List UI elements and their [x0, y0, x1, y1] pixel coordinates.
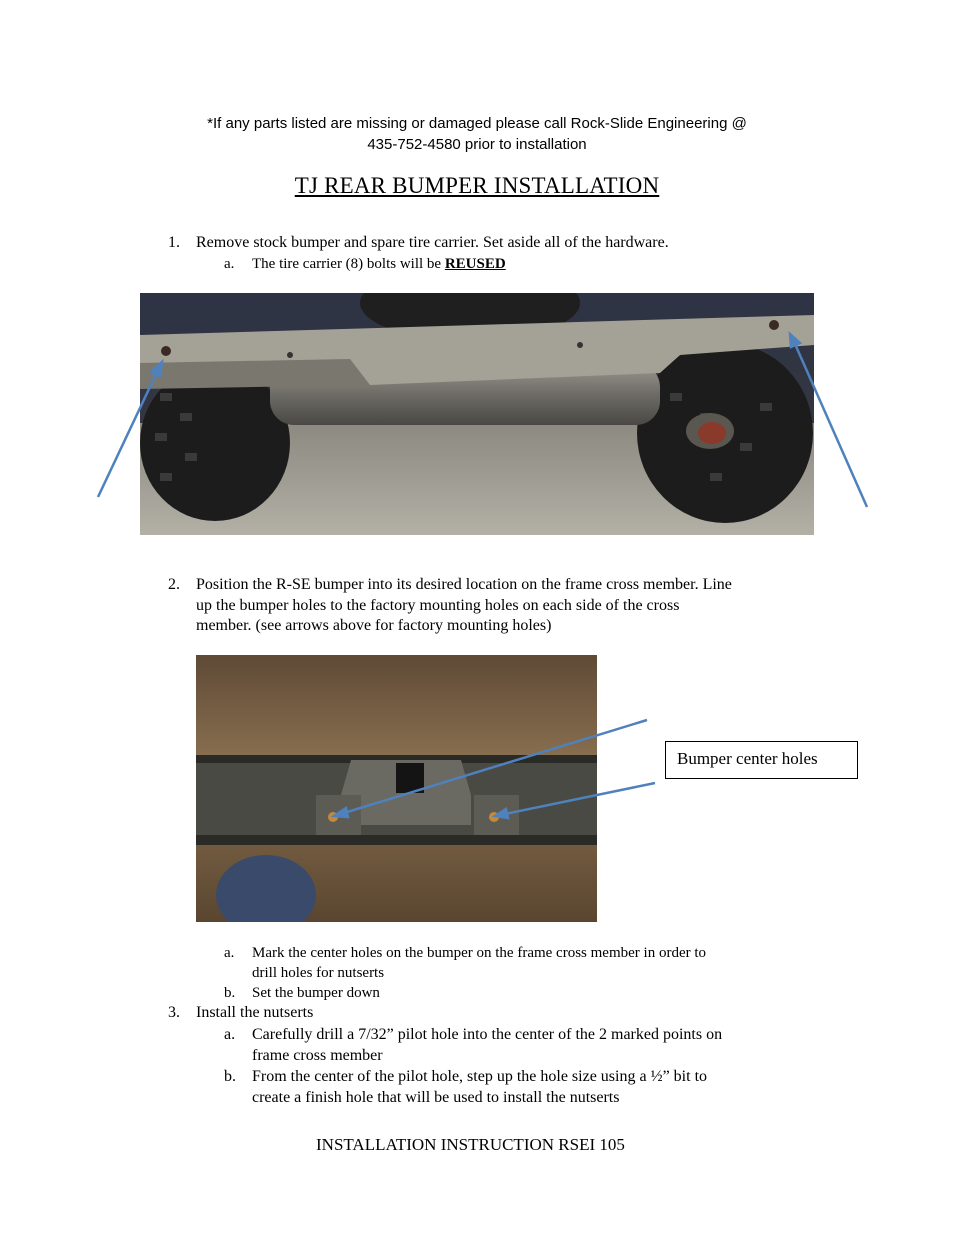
substep-text-line-2: drill holes for nutserts	[252, 965, 385, 981]
page-title: TJ REAR BUMPER INSTALLATION	[294, 173, 660, 198]
substep-label: a.	[224, 256, 235, 272]
step-text: Install the nutserts	[196, 1004, 314, 1021]
step-text-line-1: Position the R-SE bumper into its desired location on the frame cross member. Line	[196, 576, 732, 593]
reused-emphasis: REUSED	[444, 256, 506, 272]
step-text-line-3: member. (see arrows above for factory mounting holes)	[196, 617, 552, 634]
parts-notice-line-2: 435-752-4580 prior to installation	[367, 136, 587, 153]
substep-text-line-2: frame cross member	[252, 1047, 383, 1064]
substep-text-line-1: Mark the center holes on the bumper on the frame cross member in order to	[252, 945, 707, 961]
bumper-center-holes-callout: Bumper center holes	[665, 741, 858, 779]
substep-text-line-1: Carefully drill a 7/32” pilot hole into the center of the 2 marked points on	[252, 1026, 723, 1043]
step-number: 3.	[168, 1004, 180, 1021]
parts-notice-line-1: *If any parts listed are missing or damaged please call Rock-Slide Engineering @	[207, 115, 747, 132]
page-footer: INSTALLATION INSTRUCTION RSEI 105	[316, 1135, 625, 1154]
substep-label: b.	[224, 1068, 236, 1085]
substep-text-line-1: From the center of the pilot hole, step up the hole size using a ½” bit to	[252, 1068, 708, 1085]
substep-text-line-2: create a finish hole that will be used to install the nutserts	[252, 1089, 620, 1106]
substep-label: a.	[224, 945, 235, 961]
substep-label: a.	[224, 1026, 236, 1043]
step-text: Remove stock bumper and spare tire carrier. Set aside all of the hardware.	[196, 234, 669, 251]
step-text-line-2: up the bumper holes to the factory mounting holes on each side of the cross	[196, 597, 680, 614]
substep-text: Set the bumper down	[252, 985, 380, 1001]
step-number: 1.	[168, 234, 180, 251]
substep-text: The tire carrier (8) bolts will be REUSED	[252, 256, 506, 272]
step-number: 2.	[168, 576, 180, 593]
substep-label: b.	[224, 985, 236, 1001]
